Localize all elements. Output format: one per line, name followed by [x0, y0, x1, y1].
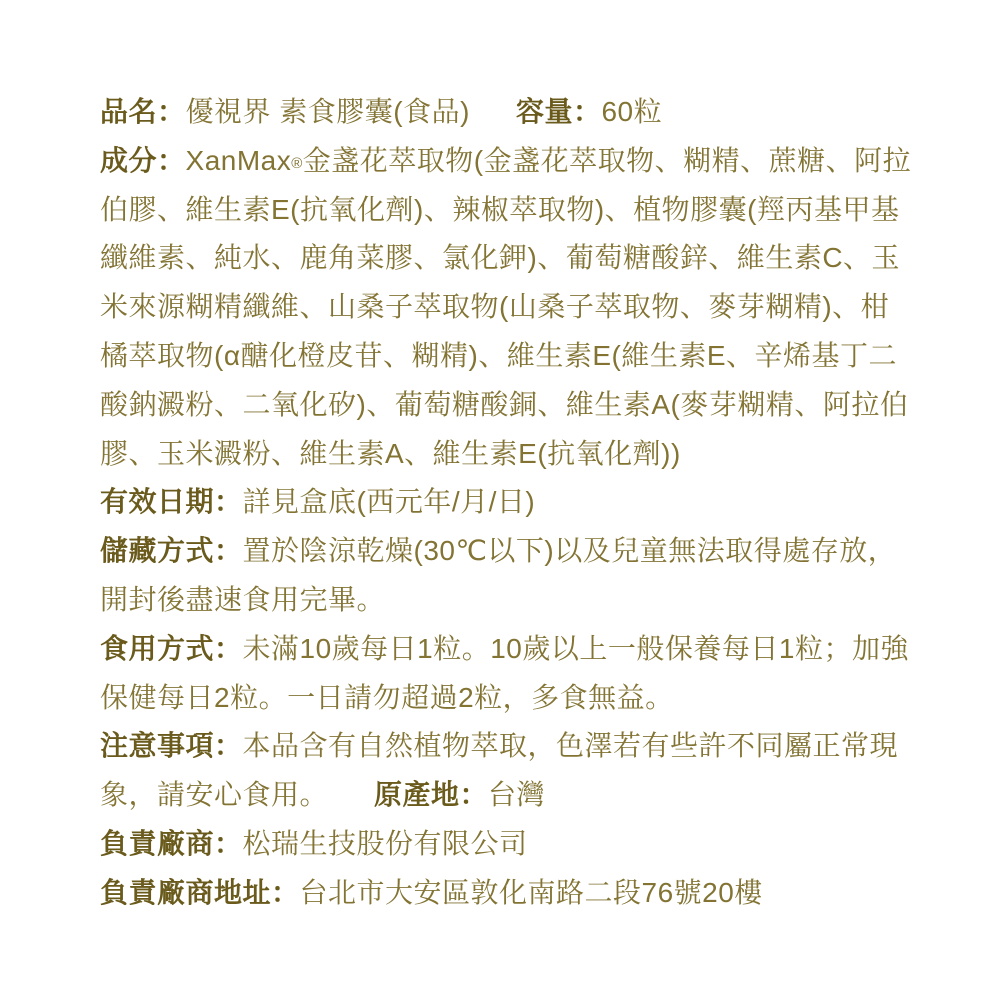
ingredients-line-2 — [100, 186, 970, 235]
ingredients-line-3 — [100, 234, 970, 283]
manufacturer-address-line — [100, 869, 970, 918]
field-text: 酸鈉澱粉、二氧化矽)、葡萄糖酸銅、維生素A(麥芽糊精、阿拉伯 — [100, 388, 909, 420]
field-text: 台北市大安區敦化南路二段76號20樓 — [299, 876, 763, 908]
field-text: 置於陰涼乾燥(30℃以下)以及兒童無法取得處存放， — [242, 535, 897, 567]
field-text: 優視界 素食膠囊(食品) — [185, 96, 470, 127]
field-label: 原產地： — [374, 779, 489, 811]
ingredients-line-7 — [100, 430, 970, 479]
field-label: 容量： — [515, 96, 602, 127]
field-label: 儲藏方式： — [100, 535, 243, 567]
product-name-line — [100, 88, 970, 137]
field-label: 成分： — [100, 144, 186, 176]
manufacturer-line — [100, 820, 970, 869]
expiry-line — [100, 478, 970, 527]
storage-line-1 — [100, 527, 970, 576]
field-text: 象，請安心食用。 — [100, 779, 329, 811]
field-label: 食用方式： — [100, 632, 243, 664]
ingredients-line-1 — [100, 137, 970, 186]
field-text: 詳見盒底(西元年/月/日) — [242, 486, 536, 518]
field-label: 注意事項： — [100, 730, 243, 762]
registered-trademark-symbol: ® — [291, 154, 303, 172]
field-text: 台灣 — [488, 779, 546, 811]
storage-line-2 — [100, 576, 970, 625]
field-text: 金盞花萃取物(金盞花萃取物、糊精、蔗糖、阿拉 — [302, 144, 912, 176]
field-text: 纖維素、純水、鹿角菜膠、氯化鉀)、葡萄糖酸鋅、維生素C、玉 — [100, 242, 901, 274]
notice-line-2 — [100, 771, 970, 820]
field-text: 本品含有自然植物萃取，色澤若有些許不同屬正常現 — [242, 730, 899, 762]
product-label — [100, 88, 970, 918]
field-text: XanMax — [185, 144, 292, 176]
usage-line-2 — [100, 674, 970, 723]
field-text: 保健每日2粒。一日請勿超過2粒，多食無益。 — [100, 681, 674, 713]
field-label: 品名： — [100, 96, 186, 127]
field-text: 膠、玉米澱粉、維生素A、維生素E(抗氧化劑)) — [100, 437, 681, 469]
field-text: 開封後盡速食用完畢。 — [100, 583, 386, 615]
field-text: 未滿10歲每日1粒。10歲以上一般保養每日1粒；加強 — [242, 632, 909, 664]
field-text: 米來源糊精纖維、山桑子萃取物(山桑子萃取物、麥芽糊精)、柑 — [100, 291, 890, 323]
usage-line-1 — [100, 625, 970, 674]
ingredients-line-4 — [100, 283, 970, 332]
notice-line-1 — [100, 722, 970, 771]
field-label: 負責廠商地址： — [100, 876, 300, 908]
field-text: 松瑞生技股份有限公司 — [242, 827, 528, 859]
field-text: 60粒 — [601, 96, 663, 127]
field-text: 伯膠、維生素E(抗氧化劑)、辣椒萃取物)、植物膠囊(羥丙基甲基 — [100, 193, 900, 225]
field-label: 有效日期： — [100, 486, 243, 518]
ingredients-line-6 — [100, 381, 970, 430]
ingredients-line-5 — [100, 332, 970, 381]
field-text: 橘萃取物(α醣化橙皮苷、糊精)、維生素E(維生素E、辛烯基丁二 — [100, 339, 898, 371]
field-label: 負責廠商： — [100, 827, 243, 859]
